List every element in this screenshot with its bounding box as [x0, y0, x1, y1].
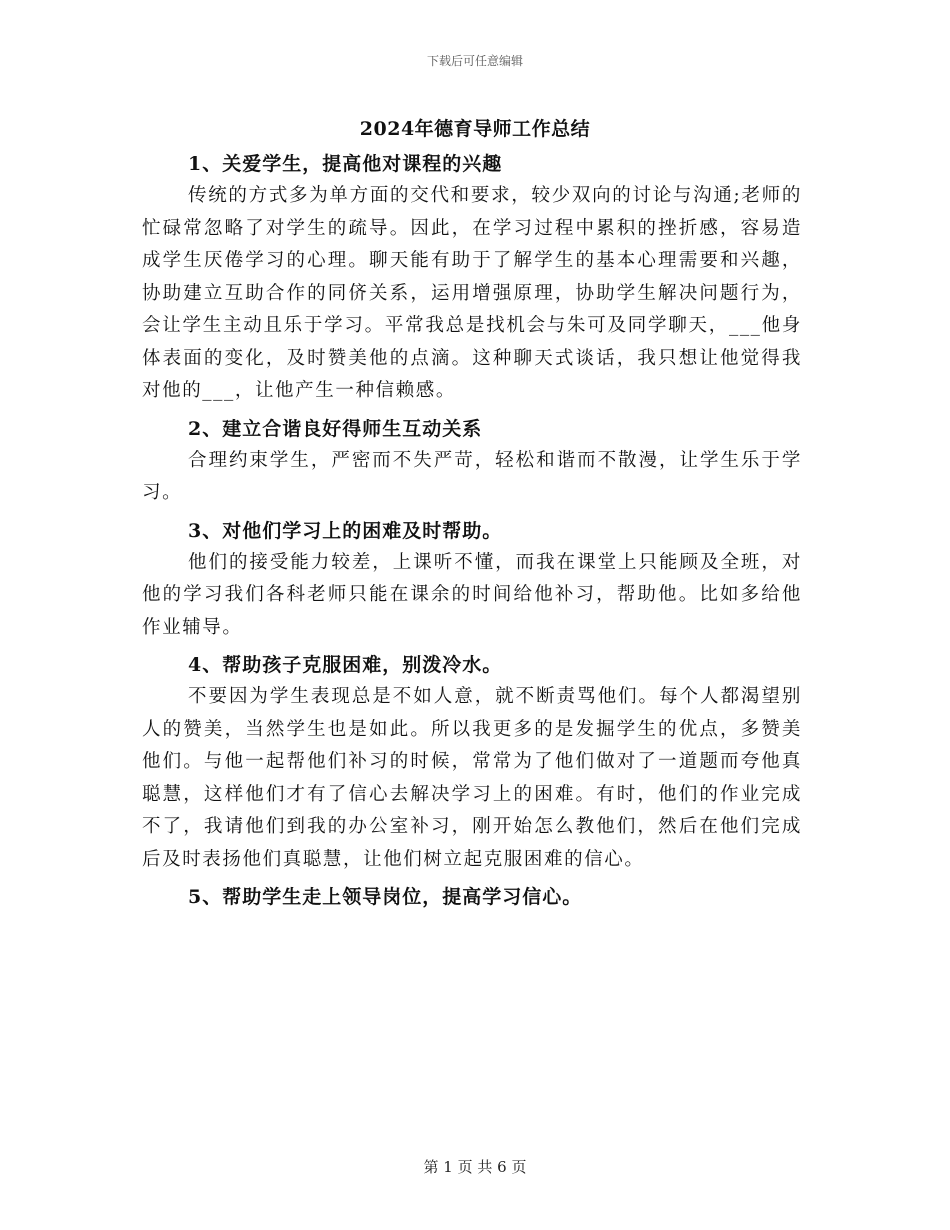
section-5: [142, 881, 802, 913]
section-1: [142, 148, 802, 408]
section-heading: 1、关爱学生，提高他对课程的兴趣: [188, 153, 503, 175]
section-paragraph: 传统的方式多为单方面的交代和要求，较少双向的讨论与沟通;老师的忙碌常忽略了对学生的疏导。因此，在学习过程中累积的挫折感，容易造成学生厌倦学习的心理。聊天能有助于了解学生的基本心理需要和兴趣，协助建立互助合作的同侪关系，运用增强原理，协助学生解决问题行为，会让学生主动且乐于学习。平常我总是找机会与朱可及同学聊天，___他身体表面的变化，及时赞美他的点滴。这种聊天式谈话，我只想让他觉得我对他的___，让他产生一种信赖感。: [142, 185, 802, 401]
section-3: [142, 515, 802, 645]
section-paragraph: 不要因为学生表现总是不如人意，就不断责骂他们。每个人都渴望别人的赞美，当然学生也是如此。所以我更多的是发掘学生的优点，多赞美他们。与他一起帮他们补习的时候，常常为了他们做对了一道题而夸他真聪慧，这样他们才有了信心去解决学习上的困难。有时，他们的作业完成不了，我请他们到我的办公室补习，刚开始怎么教他们，然后在他们完成后及时表扬他们真聪慧，让他们树立起克服困难的信心。: [142, 686, 802, 870]
document-title: 2024年德育导师工作总结: [359, 118, 591, 140]
page-number: 第 1 页 共 6 页: [423, 1158, 527, 1176]
section-heading: 2、建立合谐良好得师生互动关系: [188, 417, 483, 440]
section-heading: 3、对他们学习上的困难及时帮助。: [188, 519, 503, 542]
section-2: [142, 413, 802, 510]
document-body: [142, 148, 802, 918]
section-paragraph: 合理约束学生，严密而不失严苛，轻松和谐而不散漫，让学生乐于学习。: [142, 449, 802, 503]
section-heading: 4、帮助孩子克服困难，别泼冷水。: [188, 654, 503, 676]
section-paragraph: 他们的接受能力较差，上课听不懂，而我在课堂上只能顾及全班，对他的学习我们各科老师只能在课余的时间给他补习，帮助他。比如多给他作业辅导。: [142, 551, 802, 638]
download-note: 下载后可任意编辑: [426, 54, 523, 68]
section-4: [142, 649, 802, 876]
section-heading: 5、帮助学生走上领导岗位，提高学习信心。: [188, 886, 583, 908]
